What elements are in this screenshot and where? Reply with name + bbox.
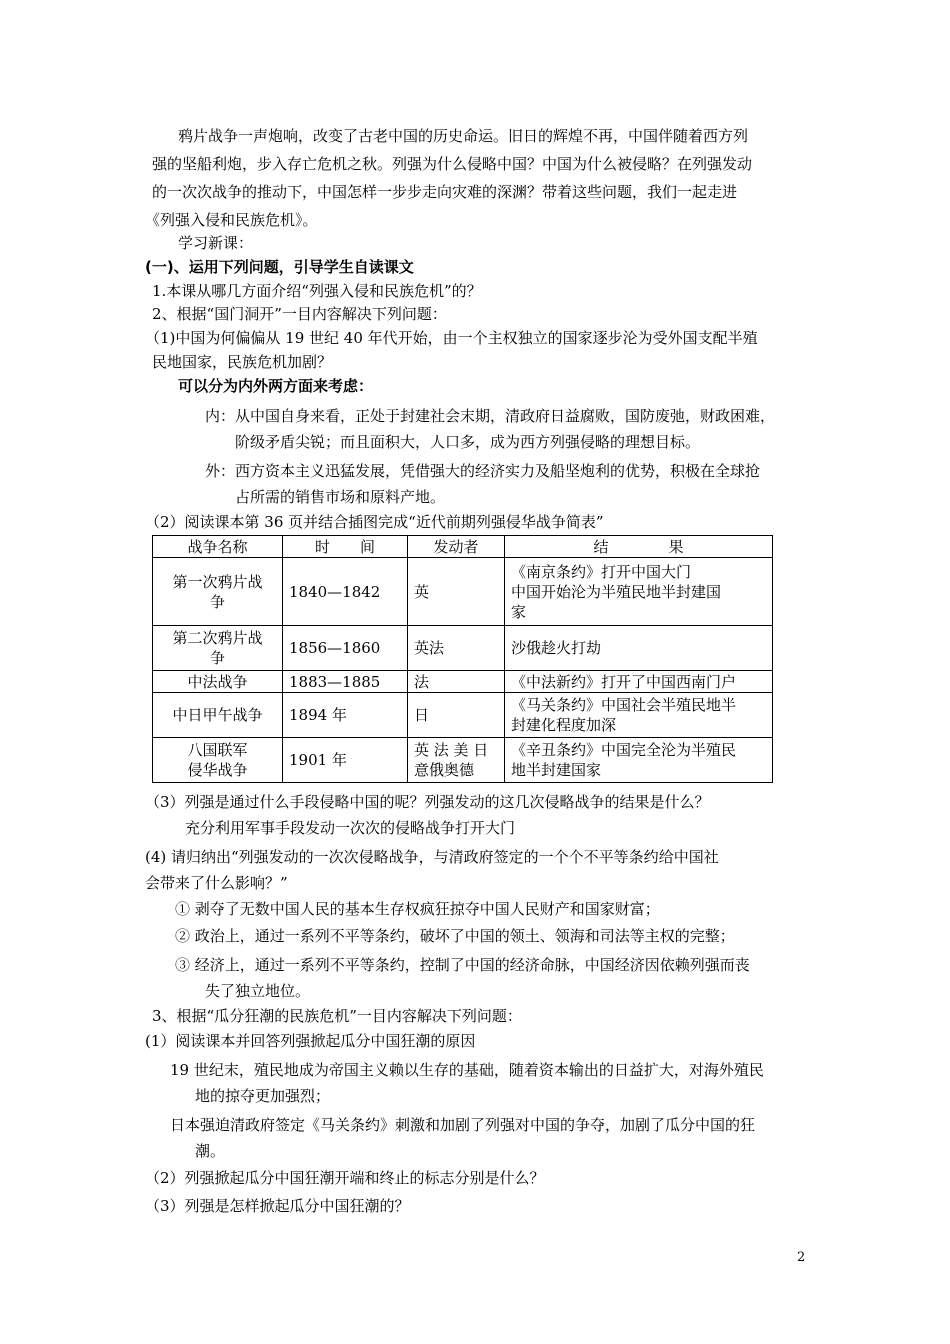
war-initiator: 日 [408,693,505,738]
question-3-2: （2）列强掀起瓜分中国狂潮开端和终止的标志分别是什么？ [145,1169,545,1187]
war-result: 《南京条约》打开中国大门 中国开始沦为半殖民地半封建国 家 [505,558,773,626]
table-row [153,738,773,783]
consider-heading: 可以分为内外两方面来考虑： [178,377,374,395]
question-2: 2、根据“国门洞开”一目内容解决下列问题： [152,305,447,323]
war-result: 沙俄趁火打劫 [505,626,773,671]
question-2-4: 会带来了什么影响？” [145,874,288,892]
war-name: 第一次鸦片战 争 [153,558,283,626]
answer-2-3: 充分利用军事手段发动一次次的侵略战争打开大门 [185,819,516,837]
impact-item: ① 剥夺了无数中国人民的基本生存权疯狂掠夺中国人民财产和国家财富； [175,900,660,918]
inner-factor: 内：从中国自身来看，正处于封建社会末期，清政府日益腐败，国防废弛，财政困难， [205,407,776,425]
war-initiator: 法 [408,671,505,693]
war-table [152,535,773,783]
table-header: 发动者 [408,536,505,558]
new-lesson-label: 学习新课： [178,234,254,252]
war-time: 1901 年 [283,738,408,783]
impact-item: ③ 经济上，通过一系列不平等条约，控制了中国的经济命脉，中国经济因依赖列强而丧 [175,956,750,974]
reason-1: 地的掠夺更加强烈； [195,1087,331,1105]
war-time: 1894 年 [283,693,408,738]
table-row [153,671,773,693]
war-result: 《马关条约》中国社会半殖民地半 封建化程度加深 [505,693,773,738]
intro-line: 《列强入侵和民族危机》。 [145,211,318,229]
question-3-3: （3）列强是怎样掀起瓜分中国狂潮的？ [145,1197,410,1215]
intro-line: 的一次次战争的推动下，中国怎样一步步走向灾难的深渊？带着这些问题，我们一起走进 [152,183,738,201]
question-3-1: (1）阅读课本并回答列强掀起瓜分中国狂潮的原因 [145,1032,476,1050]
war-name: 中日甲午战争 [153,693,283,738]
war-initiator: 英 法 美 日 意俄奥德 [408,738,505,783]
question-2-4: (4) 请归纳出“列强发动的一次次侵略战争，与清政府签定的一个个不平等条约给中国社 [145,848,719,866]
war-initiator: 英法 [408,626,505,671]
question-3: 3、根据“瓜分狂潮的民族危机”一目内容解决下列问题： [152,1007,522,1025]
page-number: 2 [797,1250,806,1265]
table-header: 结 果 [505,536,773,558]
table-row [153,693,773,738]
war-time: 1883—1885 [283,671,408,693]
reason-1: 19 世纪末，殖民地成为帝国主义赖以生存的基础，随着资本输出的日益扩大，对海外殖民 [170,1061,764,1079]
war-time: 1840—1842 [283,558,408,626]
intro-line: 强的坚船利炮，步入存亡危机之秋。列强为什么侵略中国？中国为什么被侵略？在列强发动 [152,155,753,173]
war-result: 《中法新约》打开了中国西南门户 [505,671,773,693]
intro-line: 鸦片战争一声炮响，改变了古老中国的历史命运。旧日的辉煌不再，中国伴随着西方列 [178,127,749,145]
reason-2: 潮。 [195,1142,226,1160]
impact-item: 失了独立地位。 [205,982,311,1000]
war-name: 第二次鸦片战 争 [153,626,283,671]
section-heading: (一)、运用下列问题，引导学生自读课文 [145,258,414,276]
table-row [153,558,773,626]
war-time: 1856—1860 [283,626,408,671]
war-result: 《辛丑条约》中国完全沦为半殖民 地半封建国家 [505,738,773,783]
war-name: 八国联军 侵华战争 [153,738,283,783]
question-2-1: 民地国家，民族危机加剧？ [152,353,333,371]
table-header: 战争名称 [153,536,283,558]
question-2-3: （3）列强是通过什么手段侵略中国的呢？列强发动的这几次侵略战争的结果是什么？ [145,793,710,811]
war-initiator: 英 [408,558,505,626]
table-row [153,626,773,671]
question-1: 1.本课从哪几方面介绍“列强入侵和民族危机”的？ [152,282,482,300]
question-2-2: （2）阅读课本第 36 页并结合插图完成“近代前期列强侵华战争简表” [145,513,604,531]
table-header: 时 间 [283,536,408,558]
outer-factor: 外：西方资本主义迅猛发展，凭借强大的经济实力及船坚炮利的优势，积极在全球抢 [205,462,761,480]
war-name: 中法战争 [153,671,283,693]
reason-2: 日本强迫清政府签定《马关条约》刺激和加剧了列强对中国的争夺，加剧了瓜分中国的狂 [170,1116,756,1134]
impact-item: ② 政治上，通过一系列不平等条约，破坏了中国的领土、领海和司法等主权的完整； [175,927,735,945]
question-2-1: （1)中国为何偏偏从 19 世纪 40 年代开始，由一个主权独立的国家逐步沦为受外国支配半殖 [145,329,758,347]
inner-factor: 阶级矛盾尖锐；而且面积大，人口多，成为西方列强侵略的理想目标。 [235,433,701,451]
outer-factor: 占所需的销售市场和原料产地。 [235,488,446,506]
table-header-row [153,536,773,558]
